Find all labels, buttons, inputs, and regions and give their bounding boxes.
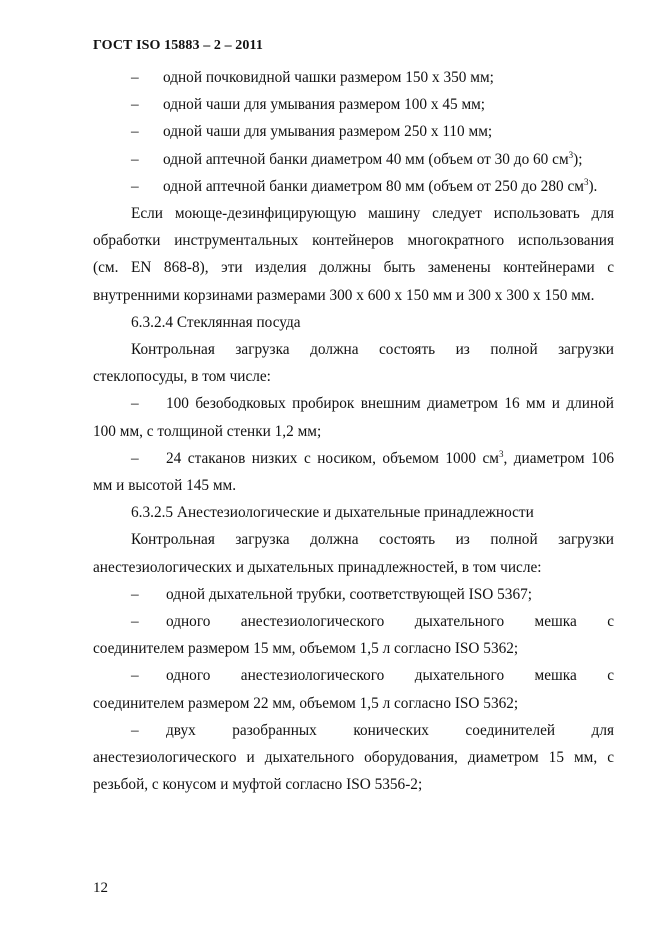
list-dash: – bbox=[131, 177, 139, 195]
list-dash: – bbox=[131, 449, 139, 467]
list-item bbox=[93, 390, 614, 417]
section-heading: 6.3.2.4 Стеклянная посуда bbox=[131, 313, 301, 331]
list-dash: – bbox=[131, 721, 139, 739]
list-dash: – bbox=[131, 69, 139, 86]
list-item bbox=[93, 608, 614, 635]
list-item-continuation: анестезиологического и дыхательного оборудования, диаметром 15 мм, с bbox=[93, 749, 614, 767]
list-item-text: одного анестезиологического дыхательного мешка с bbox=[166, 613, 614, 631]
paragraph-line: Контрольная загрузка должна состоять из полной загрузки bbox=[131, 341, 614, 359]
list-item-continuation: 100 мм, с толщиной стенки 1,2 мм; bbox=[93, 422, 322, 440]
page-number: 12 bbox=[93, 880, 108, 896]
paragraph-line: стеклопосуды, в том числе: bbox=[93, 368, 271, 386]
list-dash: – bbox=[131, 667, 139, 685]
list-dash: – bbox=[131, 123, 139, 141]
list-item-text: одной чаши для умывания размером 250 х 110 мм; bbox=[163, 123, 493, 141]
list-item-text: , диаметром 106 bbox=[503, 449, 614, 467]
list-dash: – bbox=[131, 395, 139, 413]
list-item-text: одной аптечной банки диаметром 80 мм (объем от 250 до 280 см bbox=[163, 177, 584, 195]
list-item-text: одной дыхательной трубки, соответствующей ISO 5367; bbox=[166, 585, 532, 603]
list-item-continuation: резьбой, с конусом и муфтой согласно ISO 5356-2; bbox=[93, 776, 423, 794]
list-item bbox=[93, 173, 614, 200]
list-dash: – bbox=[131, 613, 139, 631]
list-dash: – bbox=[131, 585, 139, 603]
list-item bbox=[93, 64, 614, 91]
list-item-text: одной чаши для умывания размером 100 х 45 мм; bbox=[163, 96, 486, 114]
superscript: 3 bbox=[568, 149, 574, 160]
list-item-continuation: соединителем размером 15 мм, объемом 1,5 л согласно ISO 5362; bbox=[93, 640, 519, 658]
list-item bbox=[93, 146, 614, 173]
list-item bbox=[93, 581, 614, 608]
list-item-text: одного анестезиологического дыхательного мешка с bbox=[166, 667, 614, 685]
list-dash: – bbox=[131, 150, 139, 168]
paragraph-line: анестезиологических и дыхательных принадлежностей, в том числе: bbox=[93, 558, 542, 576]
paragraph-line: (см. EN 868-8), эти изделия должны быть заменены контейнерами с bbox=[93, 259, 614, 277]
section-heading: 6.3.2.5 Анестезиологические и дыхательные принадлежности bbox=[131, 504, 534, 522]
list-item-text: 100 безободковых пробирок внешним диаметром 16 мм и длиной bbox=[166, 395, 614, 413]
list-item bbox=[93, 91, 614, 118]
list-item-text: ); bbox=[573, 150, 583, 168]
superscript: 3 bbox=[498, 448, 504, 459]
superscript: 3 bbox=[583, 176, 589, 187]
document-body bbox=[93, 64, 614, 798]
document-header: ГОСТ ISO 15883 – 2 – 2011 bbox=[93, 38, 263, 53]
paragraph-line: внутренними корзинами размерами 300 х 600 х 150 мм и 300 х 300 х 150 мм. bbox=[93, 286, 595, 304]
paragraph-line: обработки инструментальных контейнеров многократного использования bbox=[93, 232, 614, 250]
list-item bbox=[93, 445, 614, 472]
list-item-continuation: мм и высотой 145 мм. bbox=[93, 477, 237, 495]
list-item bbox=[93, 717, 614, 744]
paragraph-line: Если моюще-дезинфицирующую машину следует использовать для bbox=[131, 205, 614, 223]
list-item-text: ). bbox=[588, 177, 598, 195]
list-item-text: двух разобранных конических соединителей для bbox=[166, 721, 614, 739]
paragraph-line: Контрольная загрузка должна состоять из полной загрузки bbox=[131, 531, 614, 549]
list-item-text: одной аптечной банки диаметром 40 мм (объем от 30 до 60 см bbox=[163, 150, 569, 168]
list-item-text: 24 стаканов низких с носиком, объемом 1000 см bbox=[166, 449, 499, 467]
list-item-continuation: соединителем размером 22 мм, объемом 1,5 л согласно ISO 5362; bbox=[93, 694, 519, 712]
list-item bbox=[93, 662, 614, 689]
list-dash: – bbox=[131, 96, 139, 114]
list-item-text: одной почковидной чашки размером 150 х 350 мм; bbox=[163, 69, 494, 86]
list-item bbox=[93, 118, 614, 145]
